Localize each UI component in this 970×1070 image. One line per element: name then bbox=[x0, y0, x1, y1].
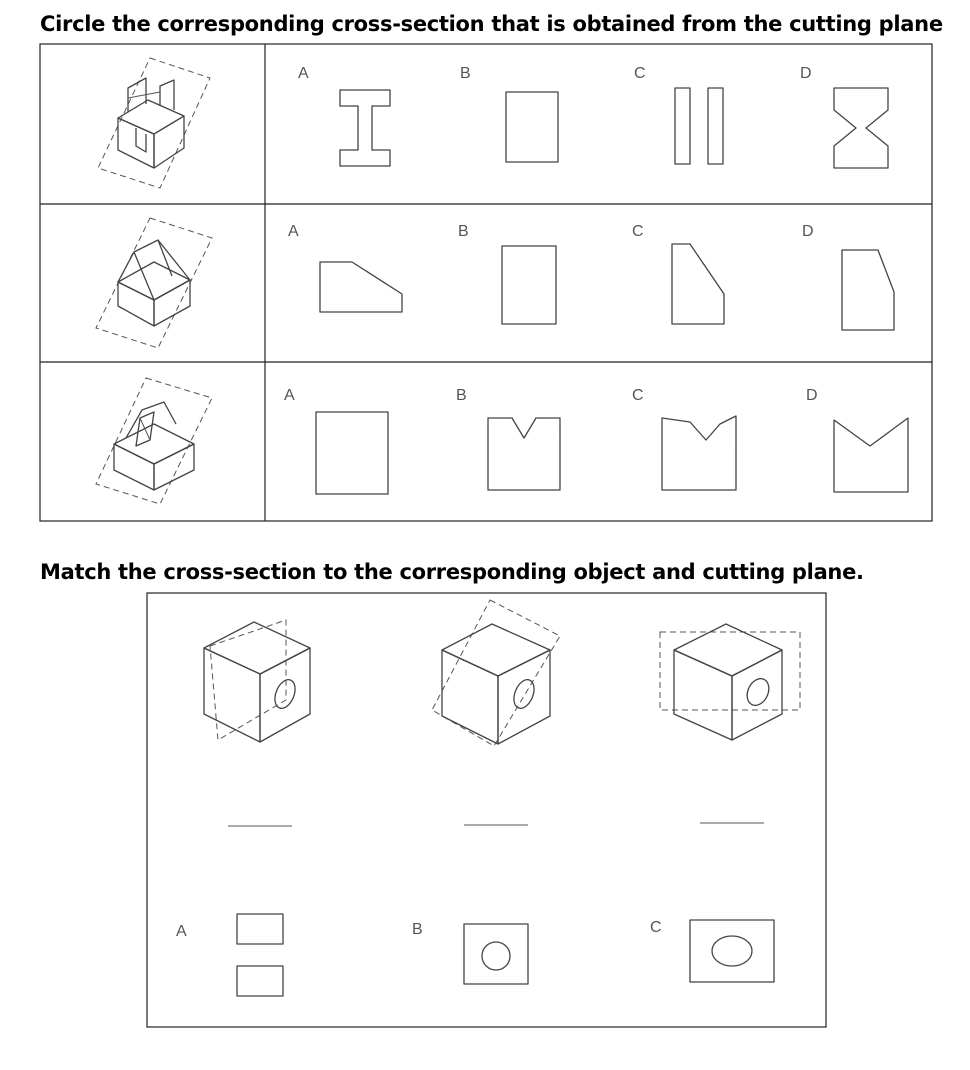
row-3-object-drawing bbox=[96, 378, 212, 504]
row-2-option-a[interactable] bbox=[288, 223, 402, 312]
lower-rectangle-section-shape bbox=[237, 966, 283, 996]
w-notch-section-shape bbox=[662, 416, 736, 490]
row-1-label-a: A bbox=[298, 65, 309, 82]
section-2-option-b[interactable] bbox=[412, 921, 528, 984]
row-2-object-drawing bbox=[96, 218, 212, 348]
row-2-label-d: D bbox=[802, 223, 814, 240]
section-2-label-c: C bbox=[650, 919, 662, 936]
row-2-option-c[interactable] bbox=[632, 223, 724, 324]
cube-object-2 bbox=[432, 600, 560, 746]
section-2-frame bbox=[147, 593, 826, 1027]
chamfered-section-shape bbox=[672, 244, 724, 324]
row-2-option-b[interactable] bbox=[458, 223, 556, 324]
row-1-option-a[interactable] bbox=[298, 65, 390, 166]
row-1-label-b: B bbox=[460, 65, 471, 82]
row-1-option-d[interactable] bbox=[800, 65, 888, 168]
row-2-label-c: C bbox=[632, 223, 644, 240]
rectangle-section-shape bbox=[506, 92, 558, 162]
m-notch-section-shape bbox=[834, 418, 908, 492]
section-2-label-a: A bbox=[176, 923, 187, 940]
row-3-label-b: B bbox=[456, 387, 467, 404]
section-2-option-c[interactable] bbox=[650, 919, 774, 982]
upper-rectangle-section-shape bbox=[237, 914, 283, 944]
section-2-option-a[interactable] bbox=[176, 914, 283, 996]
row-1-option-c[interactable] bbox=[634, 65, 723, 164]
row-2-option-d[interactable] bbox=[802, 223, 894, 330]
row-3-label-a: A bbox=[284, 387, 295, 404]
row-1-label-d: D bbox=[800, 65, 812, 82]
v-notch-section-shape bbox=[488, 418, 560, 490]
tapered-section-shape bbox=[842, 250, 894, 330]
ellipse-hole-shape bbox=[712, 936, 752, 966]
hourglass-section-shape bbox=[834, 88, 888, 168]
section-2-label-b: B bbox=[412, 921, 423, 938]
row-1-label-c: C bbox=[634, 65, 646, 82]
left-bar-section-shape bbox=[675, 88, 690, 164]
row-3-option-d[interactable] bbox=[806, 387, 908, 492]
row-3-option-b[interactable] bbox=[456, 387, 560, 490]
rectangle-with-ellipse-section-shape bbox=[690, 920, 774, 982]
row-1-object-drawing bbox=[98, 58, 210, 188]
cube-object-3 bbox=[660, 624, 800, 740]
row-3-label-c: C bbox=[632, 387, 644, 404]
row-3-option-c[interactable] bbox=[632, 387, 736, 490]
circle-hole-shape bbox=[482, 942, 510, 970]
rectangle-section-shape bbox=[502, 246, 556, 324]
section-1-heading: Circle the corresponding cross-section that is obtained from the cutting plane bbox=[40, 12, 943, 36]
right-bar-section-shape bbox=[708, 88, 723, 164]
row-2-label-a: A bbox=[288, 223, 299, 240]
square-with-circle-section-shape bbox=[464, 924, 528, 984]
square-section-shape bbox=[316, 412, 388, 494]
row-3-label-d: D bbox=[806, 387, 818, 404]
row-2-label-b: B bbox=[458, 223, 469, 240]
row-3-option-a[interactable] bbox=[284, 387, 388, 494]
i-beam-section-shape bbox=[340, 90, 390, 166]
section-1-table bbox=[40, 44, 932, 521]
section-2-heading: Match the cross-section to the corresponding object and cutting plane. bbox=[40, 560, 864, 584]
cube-object-1 bbox=[204, 620, 310, 742]
trapezoid-section-shape bbox=[320, 262, 402, 312]
row-1-option-b[interactable] bbox=[460, 65, 558, 162]
